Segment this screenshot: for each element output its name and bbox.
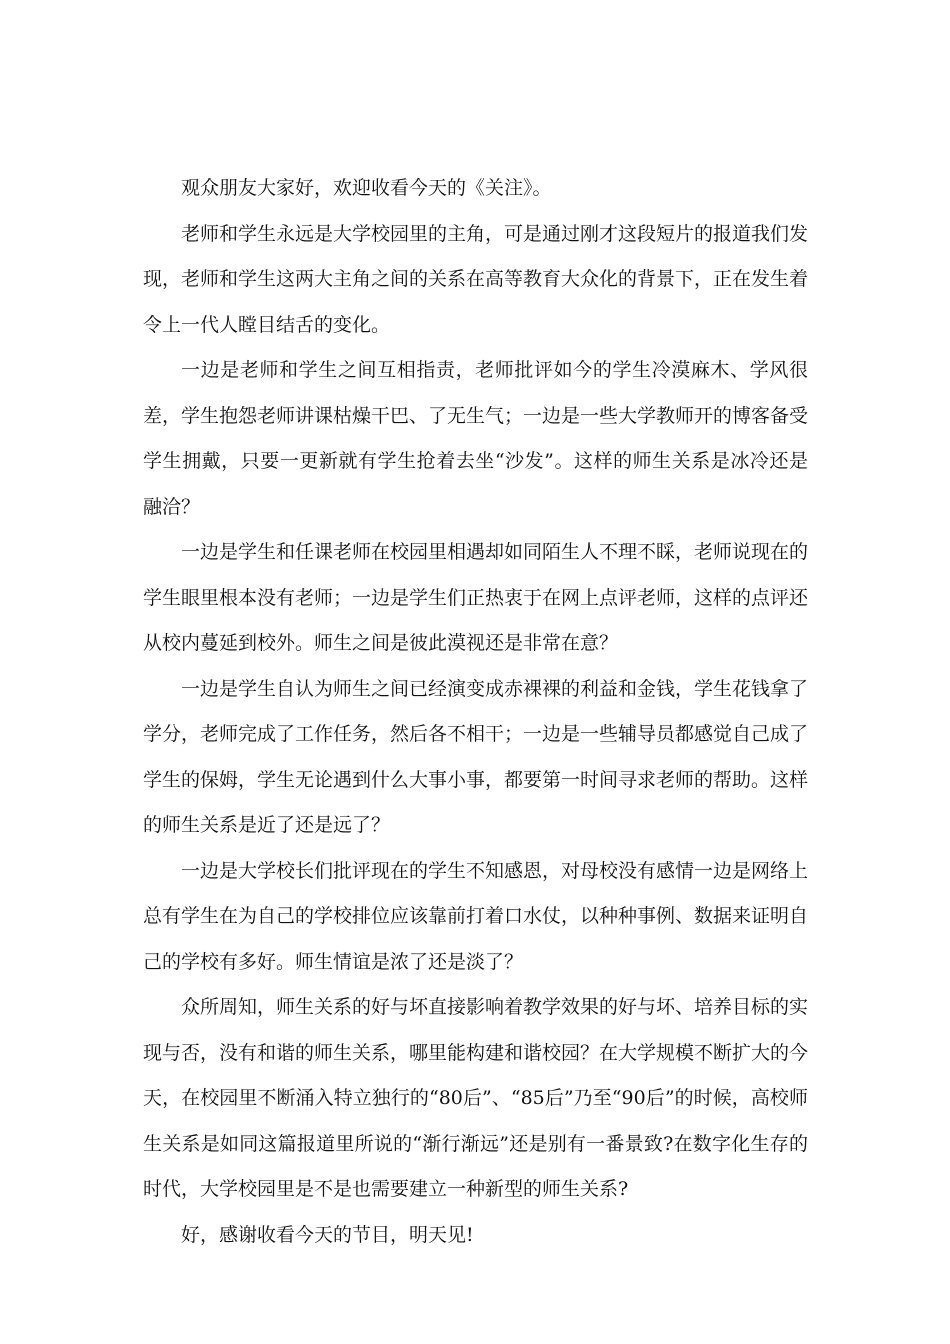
paragraph-money-vs-nanny: 一边是学生自认为师生之间已经演变成赤裸裸的利益和金钱，学生花钱拿了学分，老师完成了工作任务，然后各不相干；一边是一些辅导员都感觉自己成了学生的保姆，学生无论遇到什么大事小事，都要第一时间寻求老师的帮助。这样的师生关系是近了还是远了？ (143, 677, 809, 836)
paragraph-harmony: 众所周知，师生关系的好与坏直接影响着教学效果的好与坏、培养目标的实现与否，没有和谐的师生关系，哪里能构建和谐校园？在大学规模不断扩大的今天，在校园里不断涌入特立独行的“80后”、“85后”乃至“90后”的时候，高校师生关系是如同这篇报道里所说的“渐行渐远”还是别有一番景致?在数字化生存的时代，大学校园里是不是也需要建立一种新型的师生关系? (143, 996, 809, 1200)
paragraph-closing: 好，感谢收看今天的节目，明天见! (181, 1223, 474, 1246)
paragraph-blame-vs-blog: 一边是老师和学生之间互相指责，老师批评如今的学生冷漠麻木、学风很差，学生抱怨老师讲课枯燥干巴、了无生气；一边是一些大学教师开的博客备受学生拥戴，只要一更新就有学生抢着去坐“沙发”。这样的师生关系是冰冷还是融洽？ (143, 359, 809, 518)
paragraph-greeting: 观众朋友大家好，欢迎收看今天的《关注》。 (181, 177, 552, 199)
paragraph-intro: 老师和学生永远是大学校园里的主角，可是通过刚才这段短片的报道我们发现，老师和学生这两大主角之间的关系在高等教育大众化的背景下，正在发生着令上一代人瞠目结舌的变化。 (143, 222, 809, 336)
paragraph-stranger-vs-review: 一边是学生和任课老师在校园里相遇却如同陌生人不理不睬，老师说现在的学生眼里根本没有老师；一边是学生们正热衷于在网上点评老师，这样的点评还从校内蔓延到校外。师生之间是彼此漠视还是非常在意？ (143, 541, 809, 654)
paragraph-gratitude-vs-ranking: 一边是大学校长们批评现在的学生不知感恩，对母校没有感情一边是网络上总有学生在为自己的学校排位应该靠前打着口水仗，以种种事例、数据来证明自己的学校有多好。师生情谊是浓了还是淡了？ (143, 859, 809, 973)
document-body (143, 166, 808, 1258)
